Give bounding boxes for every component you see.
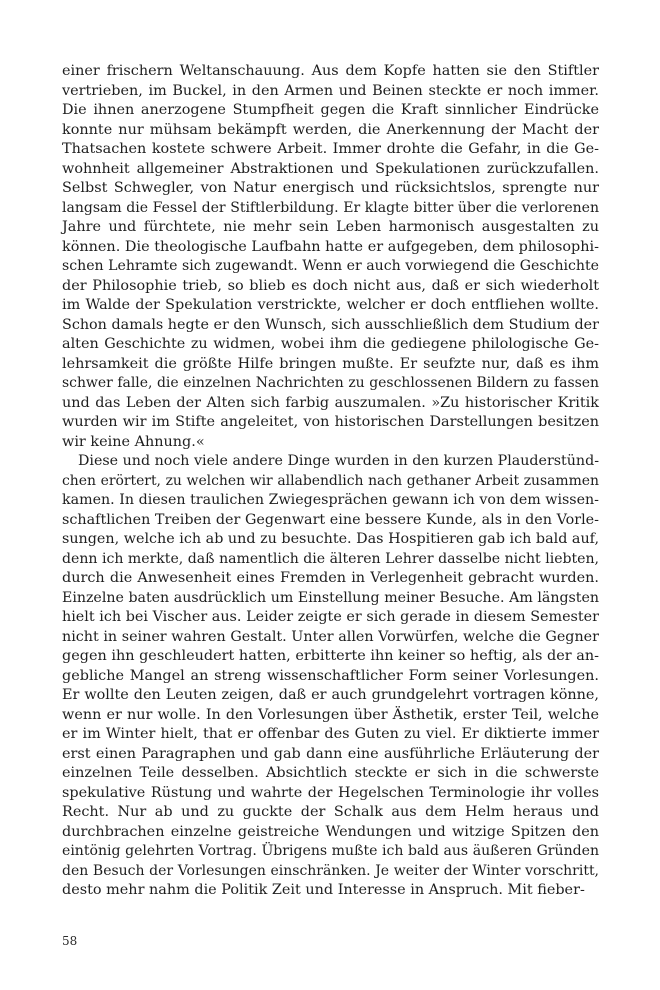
paragraph [62, 452, 599, 901]
text-line: lehrsamkeit die größte Hilfe bringen mußte. Er seufzte nur, daß es ihm [62, 355, 599, 372]
text-line: sungen, welche ich ab und zu besuchte. Das Hospitieren gab ich bald auf, [62, 531, 599, 547]
text-line: Einzelne baten ausdrücklich um Einstellung meiner Besuche. Am längsten [62, 589, 599, 606]
page-number: 58 [62, 934, 78, 948]
text-line: durchbrachen einzelne geistreiche Wendungen und witzige Spitzen den [62, 823, 599, 840]
text-line: hielt ich bei Vischer aus. Leider zeigte er sich gerade in diesem Semester [62, 609, 599, 625]
text-line: können. Die theologische Laufbahn hatte er aufgegeben, dem philosophi- [62, 238, 599, 255]
text-line: Er wollte den Leuten zeigen, daß er auch grundgelehrt vortragen könne, [62, 687, 599, 703]
text-line: Diese und noch viele andere Dinge wurden in den kurzen Plauderstünd- [78, 453, 599, 469]
text-line: schwer falle, die einzelnen Nachrichten zu geschlossenen Bildern zu fassen [62, 375, 599, 391]
text-line: Recht. Nur ab und zu guckte der Schalk aus dem Helm heraus und [62, 804, 599, 820]
text-line: Selbst Schwegler, von Natur energisch und rücksichtslos, sprengte nur [62, 180, 599, 196]
text-line: langsam die Fessel der Stiftlerbildung. Er klagte bitter über die verlorenen [62, 199, 599, 216]
text-line: wenn er nur wolle. In den Vorlesungen über Ästhetik, erster Teil, welche [62, 706, 599, 723]
text-line: den Besuch der Vorlesungen einschränken. Je weiter der Winter vorschritt, [62, 862, 599, 879]
text-line: schaftlichen Treiben der Gegenwart eine bessere Kunde, als in den Vorle- [62, 511, 599, 528]
text-line: Die ihnen anerzogene Stumpfheit gegen die Kraft sinnlicher Eindrücke [62, 102, 599, 118]
text-line: erst einen Paragraphen und gab dann eine ausführliche Erläuterung der [62, 745, 599, 762]
text-line: Thatsachen kostete schwere Arbeit. Immer drohte die Gefahr, in die Ge- [62, 141, 599, 157]
text-line: denn ich merkte, daß namentlich die älteren Lehrer dasselbe nicht liebten, [62, 550, 599, 567]
text-line: durch die Anwesenheit eines Fremden in Verlegenheit gebracht wurden. [62, 570, 599, 586]
text-line: und das Leben der Alten sich farbig auszumalen. »Zu historischer Kritik [62, 394, 599, 411]
text-line: gebliche Mangel an streng wissenschaftlicher Form seiner Vorlesungen. [62, 667, 599, 684]
text-line: schen Lehramte sich zugewandt. Wenn er auch vorwiegend die Geschichte [62, 258, 599, 274]
text-line: spekulative Rüstung und wahrte der Hegelschen Terminologie ihr volles [62, 784, 599, 801]
text-line: wurden wir im Stifte angeleitet, von historischen Darstellungen besitzen [62, 414, 599, 430]
text-line: der Philosophie trieb, so blieb es doch nicht aus, daß er sich wiederholt [62, 277, 599, 294]
text-line: einzelnen Teile desselben. Absichtlich steckte er sich in die schwerste [62, 765, 599, 781]
text-line: er im Winter hielt, that er offenbar des Guten zu viel. Er diktierte immer [62, 726, 599, 742]
text-line: chen erörtert, zu welchen wir allabendlich nach gethaner Arbeit zusammen [62, 472, 599, 489]
text-line: konnte nur mühsam bekämpft werden, die Anerkennung der Macht der [62, 121, 599, 138]
text-line: alten Geschichte zu widmen, wobei ihm die gediegene philologische Ge- [62, 336, 599, 352]
text-line: wohnheit allgemeiner Abstraktionen und Spekulationen zurückzufallen. [62, 160, 599, 177]
paragraph [62, 62, 599, 452]
text-line: im Walde der Spekulation verstrickte, welcher er doch entfliehen wollte. [62, 297, 599, 313]
text-line: vertrieben, im Buckel, in den Armen und Beinen steckte er noch immer. [62, 82, 599, 99]
text-line: gegen ihn geschleudert hatten, erbitterte ihn keiner so heftig, als der an- [62, 648, 599, 664]
text-line: einer frischern Weltanschauung. Aus dem Kopfe hatten sie den Stiftler [62, 63, 599, 79]
body-text [62, 62, 599, 901]
text-line: Schon damals hegte er den Wunsch, sich ausschließlich dem Studium der [62, 316, 599, 333]
text-line: Jahre und fürchtete, nie mehr sein Leben harmonisch ausgestalten zu [62, 219, 599, 235]
text-line: kamen. In diesen traulichen Zwiegesprächen gewann ich von dem wissen- [62, 492, 599, 508]
text-line: wir keine Ahnung.« [62, 433, 205, 450]
text-line: nicht in seiner wahren Gestalt. Unter allen Vorwürfen, welche die Gegner [62, 628, 599, 645]
text-line: eintönig gelehrten Vortrag. Übrigens mußte ich bald aus äußeren Gründen [62, 843, 599, 859]
text-line: desto mehr nahm die Politik Zeit und Interesse in Anspruch. Mit fieber- [62, 882, 585, 898]
